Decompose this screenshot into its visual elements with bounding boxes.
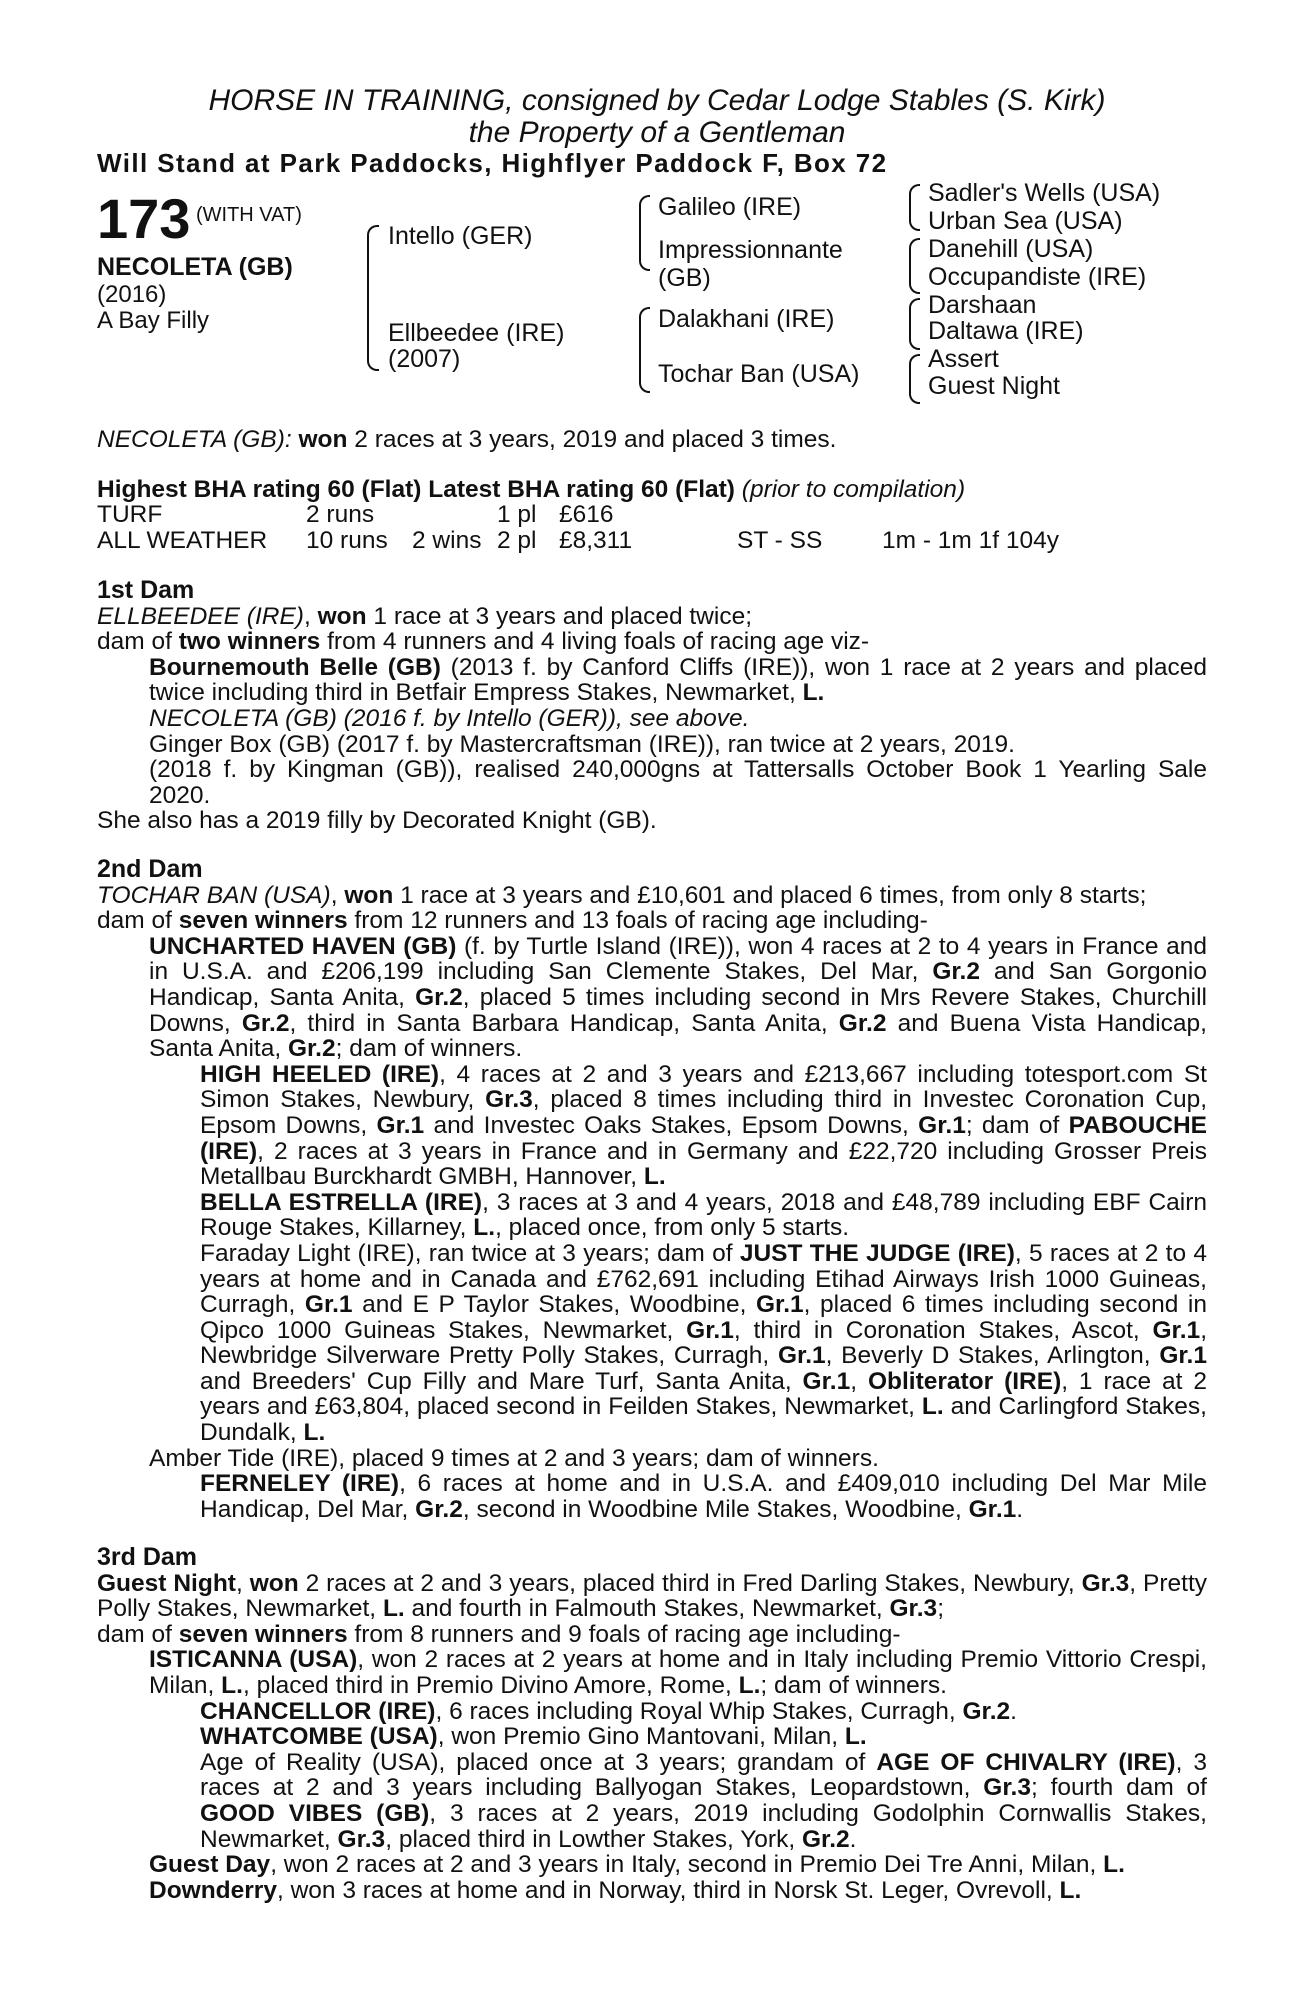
- pedigree-brace-sd: [909, 238, 920, 294]
- second-dam-record: TOCHAR BAN (USA), won 1 race at 3 years and £10,601 and placed 6 times, from only 8 starts;: [97, 881, 1147, 909]
- pedigree-brace-sire: [639, 195, 650, 271]
- first-dam-produce: dam of two winners from 4 runners and 4 living foals of racing age viz-: [97, 628, 870, 656]
- first-dam-section: [97, 578, 1207, 834]
- pedigree-dsd: Daltawa (IRE): [928, 317, 1084, 345]
- produce-necoleta: NECOLETA (GB) (2016 f. by Intello (GER)), see above.: [149, 704, 750, 732]
- pedigree-dam: Ellbeedee (IRE): [388, 319, 565, 347]
- first-dam-record: ELLBEEDEE (IRE), won 1 race at 3 years and placed twice;: [97, 602, 753, 630]
- pedigree-sire: Intello (GER): [388, 222, 533, 250]
- header-property: the Property of a Gentleman: [468, 116, 846, 149]
- produce-2019-filly: She also has a 2019 filly by Decorated Knight (GB).: [97, 807, 657, 835]
- header-consignor: HORSE IN TRAINING, consigned by Cedar Lodge Stables (S. Kirk): [208, 84, 1106, 117]
- pedigree-dam-sire: Dalakhani (IRE): [658, 305, 835, 333]
- third-dam-section: [97, 1545, 1207, 1903]
- produce-faraday-light: Faraday Light (IRE), ran twice at 3 years; dam of JUST THE JUDGE (IRE), 5 races at 2 to 4 years at home and in Canada and £762,691 including Etihad Airways Irish 1000 Guineas, Curragh, Gr.1 and E P Taylor Stakes, Woodbine, Gr.1, placed 6 times including second in Qipco 1000 Guineas Stakes, Newmarket, Gr.1, third in Coronation Stakes, Ascot, Gr.1, Newbridge Silverware Pretty Polly Stakes, Curragh, Gr.1, Beverly D Stakes, Arlington, Gr.1 and Breeders' Cup Filly and Mare Turf, Santa Anita, Gr.1, Obliterator (IRE), 1 race at 2 years and £63,804, placed second in Feilden Stakes, Newmarket, L. and Carlingford Stakes, Dundalk, L.: [200, 1239, 1207, 1447]
- produce-ginger-box: Ginger Box (GB) (2017 f. by Mastercraftsman (IRE)), ran twice at 2 years, 2019.: [149, 730, 1015, 758]
- vat-note: (WITH VAT): [196, 204, 302, 226]
- pedigree-sire-dam-country: (GB): [658, 264, 711, 292]
- pedigree-sds: Danehill (USA): [928, 235, 1094, 263]
- produce-age-of-reality: Age of Reality (USA), placed once at 3 years; grandam of AGE OF CHIVALRY (IRE), 3 races at 2 and 3 years including Ballyogan Stakes, Leopardstown, Gr.3; fourth dam of GOOD VIBES (GB), 3 races at 2 years, 2019 including Godolphin Cornwallis Stakes, Newmarket, Gr.3, placed third in Lowther Stakes, York, Gr.2.: [200, 1748, 1207, 1853]
- pedigree-brace-ss: [909, 184, 920, 231]
- second-dam-heading: 2nd Dam: [97, 855, 203, 883]
- third-dam-record: Guest Night, won 2 races at 2 and 3 years, placed third in Fred Darling Stakes, Newbury, Gr.3, Pretty Polly Stakes, Newmarket, L. and fourth in Falmouth Stakes, Newmarket, Gr.3;: [97, 1569, 1207, 1623]
- horse-year: (2016): [97, 281, 167, 308]
- pedigree-sss: Sadler's Wells (USA): [928, 179, 1161, 207]
- produce-2018-kingman: (2018 f. by Kingman (GB)), realised 240,000gns at Tattersalls October Book 1 Yearling Sale 2020.: [149, 756, 1207, 809]
- pedigree-dam-year: (2007): [388, 345, 461, 373]
- produce-downderry: Downderry, won 3 races at home and in Norway, third in Norsk St. Leger, Ovrevoll, L.: [149, 1876, 1082, 1904]
- produce-ferneley: FERNELEY (IRE), 6 races at home and in U.S.A. and £409,010 including Del Mar Mile Handicap, Del Mar, Gr.2, second in Woodbine Mile Stakes, Woodbine, Gr.1.: [200, 1470, 1207, 1523]
- horse-description: A Bay Filly: [97, 307, 210, 334]
- stand-location: Will Stand at Park Paddocks, Highflyer Paddock F, Box 72: [97, 148, 888, 178]
- pedigree-brace-dd: [909, 354, 920, 404]
- third-dam-heading: 3rd Dam: [97, 1543, 198, 1571]
- second-dam-produce: dam of seven winners from 12 runners and 13 foals of racing age including-: [97, 907, 928, 935]
- produce-bournemouth-belle: Bournemouth Belle (GB) (2013 f. by Canford Cliffs (IRE)), won 1 race at 2 years and placed twice including third in Betfair Empress Stakes, Newmarket, L.: [149, 653, 1207, 707]
- produce-chancellor: CHANCELLOR (IRE), 6 races including Royal Whip Stakes, Curragh, Gr.2.: [200, 1697, 1017, 1725]
- pedigree-brace-ds: [909, 298, 920, 350]
- pedigree-dam-dam: Tochar Ban (USA): [658, 360, 860, 388]
- produce-amber-tide: Amber Tide (IRE), placed 9 times at 2 and 3 years; dam of winners.: [149, 1444, 879, 1472]
- produce-guest-day: Guest Day, won 2 races at 2 and 3 years in Italy, second in Premio Dei Tre Anni, Milan, L.: [149, 1851, 1125, 1879]
- race-record-table: TURF 2 runs 1 pl £616 ALL WEATHER 10 runs 2 wins 2 pl £8,311 ST - SS 1m - 1m 1f 104y: [97, 501, 1060, 554]
- pedigree-sire-dam: Impressionnante: [658, 236, 843, 264]
- first-dam-heading: 1st Dam: [97, 576, 195, 604]
- pedigree-sire-sire: Galileo (IRE): [658, 193, 802, 221]
- pedigree-dds: Assert: [928, 345, 999, 373]
- third-dam-produce: dam of seven winners from 8 runners and 9 foals of racing age including-: [97, 1620, 901, 1648]
- pedigree-brace-dam: [639, 307, 650, 393]
- pedigree-dss: Darshaan: [928, 291, 1037, 319]
- horse-name: NECOLETA (GB): [97, 253, 293, 281]
- produce-high-heeled: HIGH HEELED (IRE), 4 races at 2 and 3 years and £213,667 including totesport.com St Simon Stakes, Newbury, Gr.3, placed 8 times including third in Investec Coronation Cup, Epsom Downs, Gr.1 and Investec Oaks Stakes, Epsom Downs, Gr.1; dam of PABOUCHE (IRE), 2 races at 3 years in France and in Germany and £22,720 including Grosser Preis Metallbau Burckhardt GMBH, Hannover, L.: [200, 1060, 1207, 1191]
- pedigree-ddd: Guest Night: [928, 372, 1061, 400]
- produce-bella-estrella: BELLA ESTRELLA (IRE), 3 races at 3 and 4 years, 2018 and £48,789 including EBF Cairn Rouge Stakes, Killarney, L., placed once, from only 5 starts.: [200, 1188, 1207, 1242]
- pedigree-sdd: Occupandiste (IRE): [928, 263, 1147, 291]
- pedigree-brace-gen1: [367, 225, 379, 371]
- pedigree-ssd: Urban Sea (USA): [928, 207, 1123, 235]
- bha-rating: Highest BHA rating 60 (Flat) Latest BHA rating 60 (Flat) (prior to compilation): [97, 476, 966, 503]
- lot-number: 173: [97, 187, 191, 250]
- race-summary: NECOLETA (GB): won 2 races at 3 years, 2019 and placed 3 times.: [97, 426, 837, 453]
- produce-uncharted-haven: UNCHARTED HAVEN (GB) (f. by Turtle Island (IRE)), won 4 races at 2 to 4 years in France and in U.S.A. and £206,199 including San Clemente Stakes, Del Mar, Gr.2 and San Gorgonio Handicap, Santa Anita, Gr.2, placed 5 times including second in Mrs Revere Stakes, Churchill Downs, Gr.2, third in Santa Barbara Handicap, Santa Anita, Gr.2 and Buena Vista Handicap, Santa Anita, Gr.2; dam of winners.: [149, 932, 1207, 1063]
- produce-isticanna: ISTICANNA (USA), won 2 races at 2 years at home and in Italy including Premio Vittorio Crespi, Milan, L., placed third in Premio Divino Amore, Rome, L.; dam of winners.: [149, 1646, 1207, 1699]
- second-dam-section: [97, 857, 1207, 1522]
- produce-whatcombe: WHATCOMBE (USA), won Premio Gino Mantovani, Milan, L.: [200, 1723, 867, 1751]
